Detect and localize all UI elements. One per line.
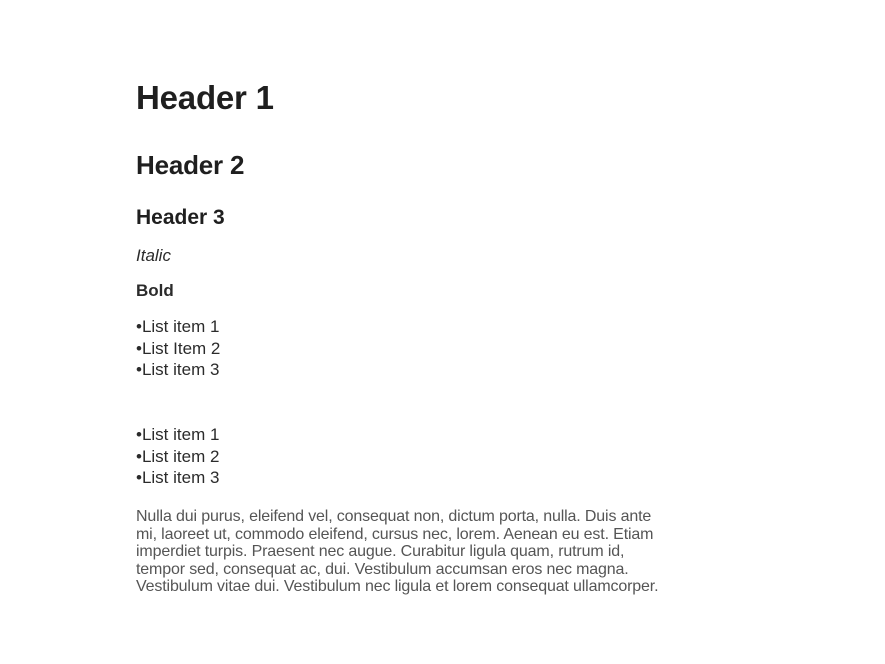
list-item: •List item 3 xyxy=(136,468,220,487)
paragraph-line: Nulla dui purus, eleifend vel, consequat non, dictum porta, nulla. Duis ante xyxy=(136,508,652,525)
list-item: •List Item 2 xyxy=(136,338,221,358)
body-paragraph xyxy=(136,508,776,596)
bold-text: Bold xyxy=(136,281,174,300)
header-2: Header 2 xyxy=(136,150,245,180)
list-item: •List item 3 xyxy=(136,360,220,379)
header-1: Header 1 xyxy=(136,79,274,116)
paragraph-line: imperdiet turpis. Praesent nec augue. Curabitur ligula quam, rutrum id, xyxy=(136,543,625,560)
list-item: •List item 1 xyxy=(136,425,220,444)
list-two xyxy=(136,424,219,489)
italic-text: Italic xyxy=(136,246,171,265)
list-one xyxy=(136,316,220,381)
paragraph-line: mi, laoreet ut, commodo eleifend, cursus nec, lorem. Aenean eu est. Etiam xyxy=(136,525,654,543)
list-item: •List item 1 xyxy=(136,317,220,336)
paragraph-line: Vestibulum vitae dui. Vestibulum nec ligula et lorem consequat ullamcorper. xyxy=(136,578,659,595)
paragraph-line: tempor sed, consequat ac, dui. Vestibulum accumsan eros nec magna. xyxy=(136,560,629,578)
list-item: •List item 2 xyxy=(136,446,220,466)
header-3: Header 3 xyxy=(136,206,225,229)
